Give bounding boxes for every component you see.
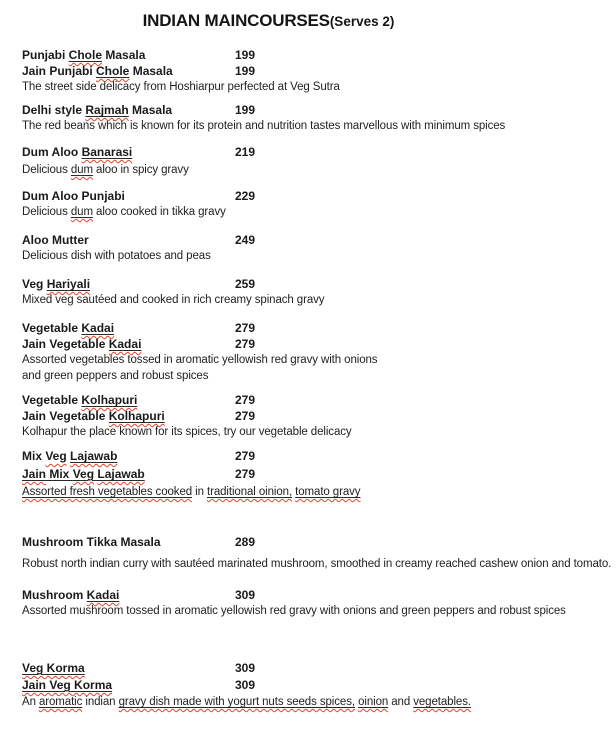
- menu-item-name-row: [22, 232, 610, 248]
- spellcheck-squiggle: Kolhapuri: [81, 393, 138, 407]
- menu-item-name: [22, 321, 114, 335]
- text-segment: aloo cooked in tikka gravy: [92, 206, 226, 218]
- menu-item-name: [22, 233, 89, 247]
- menu-item-name-row: [22, 320, 610, 336]
- menu-item-description: [22, 162, 610, 178]
- menu-item-price: 219: [235, 145, 256, 159]
- menu-item-price: 279: [235, 337, 256, 351]
- text-segment-underlined-misspelled: [81, 321, 114, 335]
- text-segment: Veg: [22, 277, 47, 291]
- text-segment: Masala: [128, 103, 173, 117]
- menu-item-name: [22, 449, 117, 463]
- menu-item-name-row: [22, 47, 610, 63]
- menu-item-name-row: [22, 102, 610, 118]
- text-segment-underlined-misspelled: [358, 696, 388, 708]
- text-segment: indian: [82, 696, 119, 708]
- text-segment-underlined-misspelled: [413, 696, 471, 708]
- spellcheck-squiggle: Rajmah: [85, 103, 129, 117]
- text-segment: Mix: [22, 449, 46, 463]
- menu-item-price: 199: [235, 103, 256, 117]
- text-segment-underlined-misspelled: [22, 486, 192, 498]
- text-segment-underlined-misspelled: [295, 486, 360, 498]
- menu-item-price: 309: [235, 588, 256, 602]
- text-segment: The red beans which is known for its protein and nutrition tastes marvellous with minimum spices: [22, 120, 506, 132]
- menu-item-price: 279: [235, 321, 256, 335]
- menu-item: [22, 102, 610, 134]
- text-segment: Assorted vegetables tossed in aromatic yellowish red gravy with onions: [22, 354, 378, 366]
- spellcheck-squiggle: Kolhapuri: [108, 409, 165, 423]
- menu-item-name: [22, 103, 172, 117]
- menu-item: [22, 144, 610, 178]
- text-segment: Jain Vegetable: [22, 337, 109, 351]
- text-segment: Vegetable: [22, 393, 82, 407]
- text-segment-underlined-misspelled: [109, 337, 142, 351]
- menu-item: [22, 320, 610, 384]
- menu-item-name-row: [22, 677, 610, 694]
- text-segment-underlined-misspelled: [47, 277, 90, 291]
- menu-item-name: [22, 409, 165, 423]
- text-segment-underlined-misspelled: [71, 206, 93, 218]
- spellcheck-squiggle: Kadai: [81, 321, 115, 335]
- spellcheck-squiggle: Assorted fresh vegetables cooked: [22, 486, 193, 498]
- text-segment-underlined-misspelled: [70, 449, 117, 463]
- text-segment: Delicious: [22, 206, 71, 218]
- text-segment-underlined-misspelled: [97, 467, 144, 481]
- text-segment-underlined-misspelled: [82, 145, 133, 159]
- spellcheck-squiggle: Chole: [96, 64, 130, 78]
- spellcheck-squiggle: oinion: [358, 696, 389, 708]
- menu-item-name: [22, 277, 90, 291]
- spellcheck-squiggle: Veg Korma: [22, 661, 85, 675]
- spellcheck-squiggle: Jain Veg Korma: [22, 678, 113, 692]
- spellcheck-squiggle: tomato gravy: [295, 486, 361, 498]
- text-segment: Punjabi: [22, 48, 69, 62]
- text-segment: The street side delicacy from Hoshiarpur perfected at Veg Sutra: [22, 81, 340, 93]
- text-segment: Masala: [129, 64, 173, 78]
- spellcheck-squiggle: vegetables.: [413, 696, 471, 708]
- menu-item-name: [22, 467, 145, 481]
- menu-item-name-row: [22, 447, 610, 465]
- text-segment: and: [388, 696, 414, 708]
- menu-item-description: [22, 556, 610, 572]
- text-segment: Vegetable: [22, 321, 82, 335]
- menu-item-description: [22, 368, 610, 384]
- menu-item: [22, 587, 610, 619]
- text-segment: Kolhapur the place known for its spices, try our vegetable delicacy: [22, 426, 352, 438]
- text-segment-underlined-misspelled: [22, 467, 46, 481]
- menu-item-price: 199: [235, 48, 256, 62]
- text-segment: in: [192, 486, 207, 498]
- text-segment-underlined-misspelled: [22, 678, 112, 692]
- text-segment: Dum Aloo Punjabi: [22, 189, 125, 203]
- text-segment: An: [22, 696, 39, 708]
- menu-item-description: [22, 352, 610, 368]
- menu-item-name: [22, 393, 137, 407]
- menu-item: [22, 392, 610, 440]
- menu-item-name: [22, 661, 85, 675]
- text-segment-misspelled: Veg: [45, 449, 67, 463]
- menu-item: [22, 447, 610, 501]
- text-segment: Assorted mushroom tossed in aromatic yellowish red gravy with onions and green peppers and robust spices: [22, 605, 566, 617]
- text-segment-underlined-misspelled: [22, 661, 85, 675]
- spellcheck-squiggle: Hariyali: [46, 277, 91, 291]
- menu-item-name-row: [22, 534, 610, 550]
- spellcheck-squiggle: Jain: [22, 467, 47, 481]
- text-segment: aloo in spicy gravy: [92, 164, 189, 176]
- text-segment: Dum Aloo: [22, 145, 82, 159]
- menu-item: [22, 47, 610, 95]
- text-segment-underlined: Mix: [46, 467, 73, 481]
- menu-item-name: [22, 145, 132, 159]
- menu-item: [22, 276, 610, 308]
- spellcheck-squiggle: aromatic: [38, 696, 83, 708]
- spellcheck-squiggle: Lajawab: [97, 467, 145, 481]
- spellcheck-squiggle: dum: [70, 206, 93, 218]
- text-segment-underlined-misspelled: [73, 467, 94, 481]
- menu-item-price: 279: [235, 467, 256, 481]
- menu-item-name: [22, 337, 141, 351]
- spellcheck-squiggle: Lajawab: [70, 449, 118, 463]
- menu-item-name-row: [22, 660, 610, 677]
- text-segment: Mixed veg sautéed and cooked in rich creamy spinach gravy: [22, 294, 325, 306]
- menu-item-description: [22, 118, 610, 134]
- menu-item-name: [22, 64, 173, 78]
- text-segment: Delhi style: [22, 103, 86, 117]
- menu-item: [22, 232, 610, 264]
- text-segment: Robust north indian curry with sautéed marinated mushroom, smoothed in creamy reached cashew onion and tomato.: [22, 558, 612, 570]
- menu-item-price: 199: [235, 64, 256, 78]
- menu-item-price: 229: [235, 189, 256, 203]
- text-segment-underlined-misspelled: [69, 48, 102, 62]
- menu-item-description: [22, 204, 610, 220]
- text-segment: Aloo Mutter: [22, 233, 89, 247]
- text-segment: Jain Punjabi: [22, 64, 97, 78]
- menu-item: [22, 534, 610, 572]
- text-segment-underlined-misspelled: [85, 103, 128, 117]
- menu-item-name: [22, 48, 145, 62]
- menu-item-price: 279: [235, 449, 256, 463]
- text-segment-underlined-misspelled: [71, 164, 93, 176]
- menu-item-price: 259: [235, 277, 256, 291]
- text-segment: Mushroom Tikka Masala: [22, 535, 161, 549]
- text-segment-underlined-misspelled: [119, 696, 355, 708]
- menu-item-name: [22, 588, 119, 602]
- menu-item-name-row: [22, 63, 610, 79]
- menu-item-name-row: [22, 587, 610, 603]
- text-segment-underlined-misspelled: [207, 486, 292, 498]
- text-segment-underlined-misspelled: [39, 696, 82, 708]
- menu-item-price: 289: [235, 535, 256, 549]
- spellcheck-squiggle: Chole: [68, 48, 103, 62]
- menu-item-name-row: [22, 392, 610, 408]
- menu-item-name: [22, 535, 161, 549]
- menu-item-price: 279: [235, 409, 256, 423]
- menu-item: [22, 188, 610, 220]
- menu-item-name-row: [22, 144, 610, 160]
- text-segment: Delicious: [22, 164, 71, 176]
- text-segment: and green peppers and robust spices: [22, 370, 209, 382]
- menu-item: [22, 660, 610, 711]
- spellcheck-squiggle: gravy dish made with yogurt nuts seeds spices,: [118, 696, 355, 708]
- page-title: [0, 11, 537, 31]
- text-segment: Jain Vegetable: [22, 409, 109, 423]
- text-segment-underlined-misspelled: [87, 588, 120, 602]
- menu-item-description: [22, 603, 610, 619]
- menu-item-description: [22, 694, 610, 711]
- menu-item-name-row: [22, 188, 610, 204]
- menu-item-description: [22, 483, 610, 501]
- text-segment-underlined-misspelled: [96, 64, 129, 78]
- text-segment-underlined-misspelled: [81, 393, 137, 407]
- menu-item-name-row: [22, 408, 610, 424]
- spellcheck-squiggle: traditional oinion,: [207, 486, 293, 498]
- menu-item-price: 309: [235, 678, 256, 692]
- menu-item-name-row: [22, 276, 610, 292]
- menu-item-name: [22, 189, 125, 203]
- spellcheck-squiggle: dum: [70, 164, 93, 176]
- menu-item-price: 249: [235, 233, 256, 247]
- spellcheck-squiggle: Banarasi: [81, 145, 133, 159]
- menu-item-price: 309: [235, 661, 256, 675]
- spellcheck-squiggle: Kadai: [86, 588, 120, 602]
- menu-item-description: [22, 292, 610, 308]
- text-segment: Masala: [102, 48, 146, 62]
- menu-item-description: [22, 424, 610, 440]
- menu-item-name-row: [22, 336, 610, 352]
- menu-item-description: [22, 248, 610, 264]
- text-segment: Mushroom: [22, 588, 87, 602]
- text-segment: Delicious dish with potatoes and peas: [22, 250, 211, 262]
- menu-item-name: [22, 678, 112, 692]
- menu-item-description: [22, 79, 610, 95]
- spellcheck-squiggle: Kadai: [108, 337, 142, 351]
- text-segment-underlined-misspelled: [109, 409, 165, 423]
- menu-item-price: 279: [235, 393, 256, 407]
- page-title-serves-note: (Serves 2): [329, 14, 395, 29]
- spellcheck-squiggle: Veg: [72, 467, 95, 481]
- menu-item-name-row: [22, 465, 610, 483]
- page-title-text: INDIAN MAINCOURSES: [142, 11, 330, 30]
